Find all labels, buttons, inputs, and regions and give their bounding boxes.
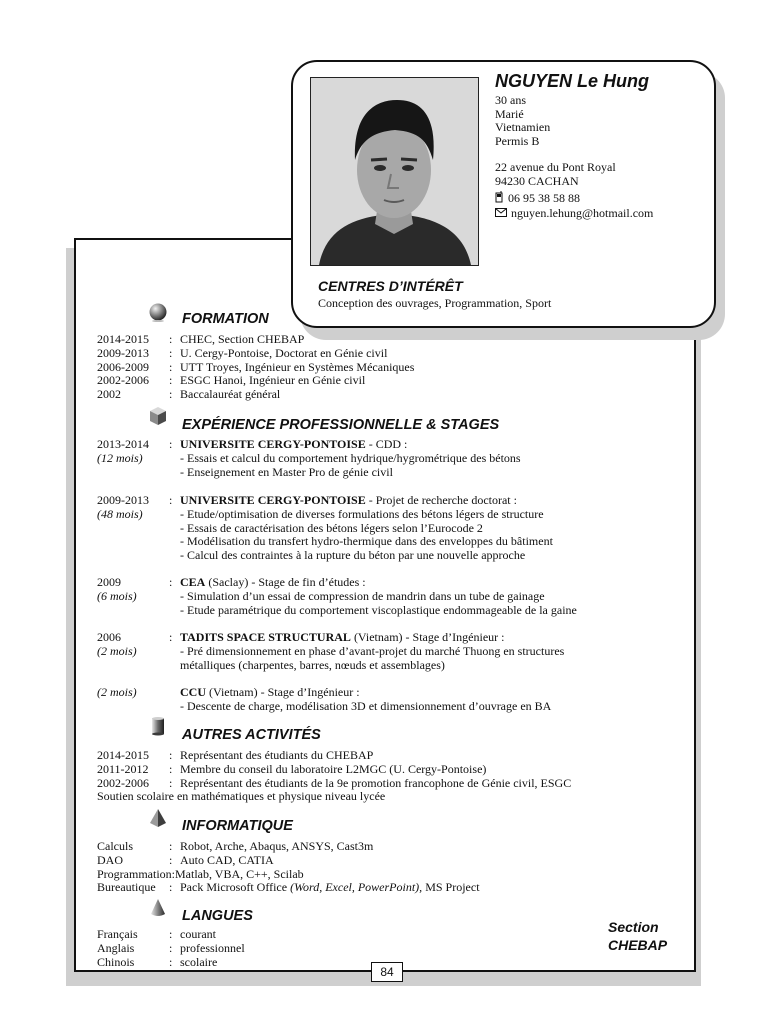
address-line-2: 94230 CACHAN xyxy=(495,173,579,188)
cylinder-icon xyxy=(148,716,168,736)
separator: : xyxy=(169,880,173,895)
item-text: Pack Microsoft Office xyxy=(180,880,291,895)
list-item xyxy=(97,840,480,854)
list-item xyxy=(97,881,480,895)
separator: : xyxy=(169,927,173,941)
list-item xyxy=(97,790,571,804)
date: 2002-2006 xyxy=(97,373,149,388)
skill-label: Calculs xyxy=(97,839,133,853)
task-line: - Descente de charge, modélisation 3D et dimensionnement d’ouvrage en BA xyxy=(180,698,552,713)
skill-label: Programmation: xyxy=(97,866,175,881)
separator: : xyxy=(169,940,173,955)
separator: : xyxy=(169,775,173,790)
organization: UNIVERSITE CERGY-PONTOISE xyxy=(180,437,366,451)
separator: : xyxy=(169,852,173,867)
job-entry xyxy=(97,686,551,714)
langues-list xyxy=(97,928,245,969)
organization: CCU xyxy=(180,685,206,699)
role: (Vietnam) - Stage d’Ingénieur : xyxy=(350,630,505,644)
date: 2006 xyxy=(97,630,121,644)
pyramid-icon xyxy=(148,808,168,828)
task-line: - Pré dimensionnement en phase d’avant-projet du marché Thuong en structures xyxy=(180,643,565,658)
job-entry xyxy=(97,631,564,672)
organization: TADITS SPACE STRUCTURAL xyxy=(180,630,351,644)
task-line: métalliques (charpentes, barres, nœuds et assemblages) xyxy=(180,657,445,672)
marital-status: Marié xyxy=(495,106,524,121)
separator xyxy=(169,686,180,700)
task-line: - Etude paramétrique du comportement viscoplastique endommageable de la gaine xyxy=(180,602,577,617)
separator: : xyxy=(169,761,173,776)
date: 2011-2012 xyxy=(97,761,149,776)
separator: : xyxy=(169,630,173,644)
section-label-line1: Section xyxy=(608,919,659,935)
date: 2009-2013 xyxy=(97,345,149,360)
item-text: Baccalauréat général xyxy=(180,387,281,402)
item-text: Robot, Arche, Abaqus, ANSYS, Cast3m xyxy=(180,839,374,853)
list-item xyxy=(97,777,571,791)
list-item xyxy=(97,347,414,361)
job-entry xyxy=(97,576,577,617)
task-line: - Simulation d’un essai de compression de mandrin dans un tube de gainage xyxy=(180,588,545,603)
list-item xyxy=(97,388,414,402)
language-name: Français xyxy=(97,927,138,941)
age: 30 ans xyxy=(495,93,526,107)
item-text-after: MS Project xyxy=(422,880,480,895)
language-name: Anglais xyxy=(97,940,135,955)
item-text: Auto CAD, CATIA xyxy=(180,852,274,867)
formation-list xyxy=(97,333,414,402)
skill-label: Bureautique xyxy=(97,880,156,895)
task-line: - Essais et calcul du comportement hydrique/hygrométrique des bétons xyxy=(180,450,521,465)
sphere-icon xyxy=(148,302,168,322)
activities-title: AUTRES ACTIVITÉS xyxy=(182,727,321,743)
separator: : xyxy=(169,839,173,853)
separator: : xyxy=(169,359,173,374)
separator: : xyxy=(169,748,173,762)
task-line: - Modélisation du transfert hydro-thermique dans des enveloppes du bâtiment xyxy=(180,534,553,549)
profile-card xyxy=(291,60,716,328)
list-item xyxy=(97,763,571,777)
section-label-line2: CHEBAP xyxy=(608,937,668,953)
separator: : xyxy=(169,332,173,346)
formation-title: FORMATION xyxy=(182,311,269,327)
personal-info xyxy=(495,94,653,220)
nationality: Vietnamien xyxy=(495,120,551,134)
list-item xyxy=(97,942,245,956)
language-level: professionnel xyxy=(180,940,245,955)
candidate-name: NGUYEN Le Hung xyxy=(495,71,650,91)
list-item xyxy=(97,749,571,763)
list-item xyxy=(97,374,414,388)
item-text: Représentant des étudiants de la 9e promotion francophone de Génie civil, ESGC xyxy=(180,775,572,790)
activities-list xyxy=(97,749,571,804)
langues-title: LANGUES xyxy=(182,908,253,924)
task-line: - Etude/optimisation de diverses formulations des bétons légers de structure xyxy=(180,506,544,521)
duration: (48 mois) xyxy=(97,506,143,521)
date: 2002-2006 xyxy=(97,775,149,790)
language-level: scolaire xyxy=(180,954,218,969)
list-item xyxy=(97,956,245,970)
experience-title: EXPÉRIENCE PROFESSIONNELLE & STAGES xyxy=(182,417,500,433)
date: 2009 xyxy=(97,575,121,589)
role: - CDD : xyxy=(365,437,408,451)
date: 2013-2014 xyxy=(97,437,149,451)
cube-icon xyxy=(148,406,168,426)
separator: : xyxy=(169,373,173,388)
organization: UNIVERSITE CERGY-PONTOISE xyxy=(180,493,366,507)
list-item xyxy=(97,868,480,882)
date: 2014-2015 xyxy=(97,332,149,346)
duration: (12 mois) xyxy=(97,450,143,465)
duration: (2 mois) xyxy=(97,643,137,658)
item-text: Membre du conseil du laboratoire L2MGC (U. Cergy-Pontoise) xyxy=(180,761,487,776)
task-line: - Essais de caractérisation des bétons légers selon l’Eurocode 2 xyxy=(180,520,483,535)
profile-photo xyxy=(310,77,479,266)
address-line-1: 22 avenue du Pont Royal xyxy=(495,160,616,174)
separator: : xyxy=(169,575,173,589)
item-text: ESGC Hanoi, Ingénieur en Génie civil xyxy=(180,373,366,388)
interests-text: Conception des ouvrages, Programmation, Sport xyxy=(318,296,552,310)
informatique-title: INFORMATIQUE xyxy=(182,818,293,834)
role: (Vietnam) - Stage d’Ingénieur : xyxy=(206,685,360,699)
email-address: nguyen.lehung@hotmail.com xyxy=(511,205,654,220)
separator: : xyxy=(169,437,173,451)
item-text: Représentant des étudiants du CHEBAP xyxy=(180,748,374,762)
list-item xyxy=(97,854,480,868)
task-line: - Calcul des contraintes à la rupture du béton par une nouvelle approche xyxy=(180,548,526,563)
separator: : xyxy=(169,954,173,969)
role: (Saclay) - Stage de fin d’études : xyxy=(205,575,366,589)
informatique-list xyxy=(97,840,480,895)
list-item xyxy=(97,928,245,942)
driving-license: Permis B xyxy=(495,133,540,148)
interests-title: CENTRES D’INTÉRÊT xyxy=(318,278,463,294)
duration: (2 mois) xyxy=(97,685,137,699)
task-line: - Enseignement en Master Pro de génie civil xyxy=(180,464,393,479)
duration: (6 mois) xyxy=(97,588,137,603)
date: 2002 xyxy=(97,387,121,402)
phone-number: 06 95 38 58 88 xyxy=(508,191,580,205)
item-text: UTT Troyes, Ingénieur en Systèmes Mécaniques xyxy=(180,359,415,374)
cone-icon xyxy=(148,898,168,918)
phone-icon xyxy=(495,191,504,207)
envelope-icon xyxy=(495,207,507,221)
role: - Projet de recherche doctorat : xyxy=(365,493,517,507)
job-entry xyxy=(97,494,553,563)
item-text: Matlab, VBA, C++, Scilab xyxy=(175,866,304,881)
item-text: U. Cergy-Pontoise, Doctorat en Génie civil xyxy=(180,345,388,360)
skill-label: DAO xyxy=(97,852,123,867)
date xyxy=(97,700,169,714)
list-item xyxy=(97,361,414,375)
job-entry xyxy=(97,438,521,479)
language-name: Chinois xyxy=(97,954,135,969)
date: 2009-2013 xyxy=(97,493,149,507)
date: 2006-2009 xyxy=(97,359,149,374)
separator: : xyxy=(169,345,173,360)
section-label xyxy=(608,918,667,954)
extra-activity: Soutien scolaire en mathématiques et physique niveau lycée xyxy=(97,789,386,804)
page-number: 84 xyxy=(371,962,403,982)
item-text-italic: (Word, Excel, PowerPoint), xyxy=(290,880,423,895)
organization: CEA xyxy=(180,575,206,589)
item-text: CHEC, Section CHEBAP xyxy=(180,332,305,346)
separator: : xyxy=(169,387,173,402)
separator: : xyxy=(169,493,173,507)
list-item xyxy=(97,333,414,347)
date: 2014-2015 xyxy=(97,748,149,762)
language-level: courant xyxy=(180,927,216,941)
